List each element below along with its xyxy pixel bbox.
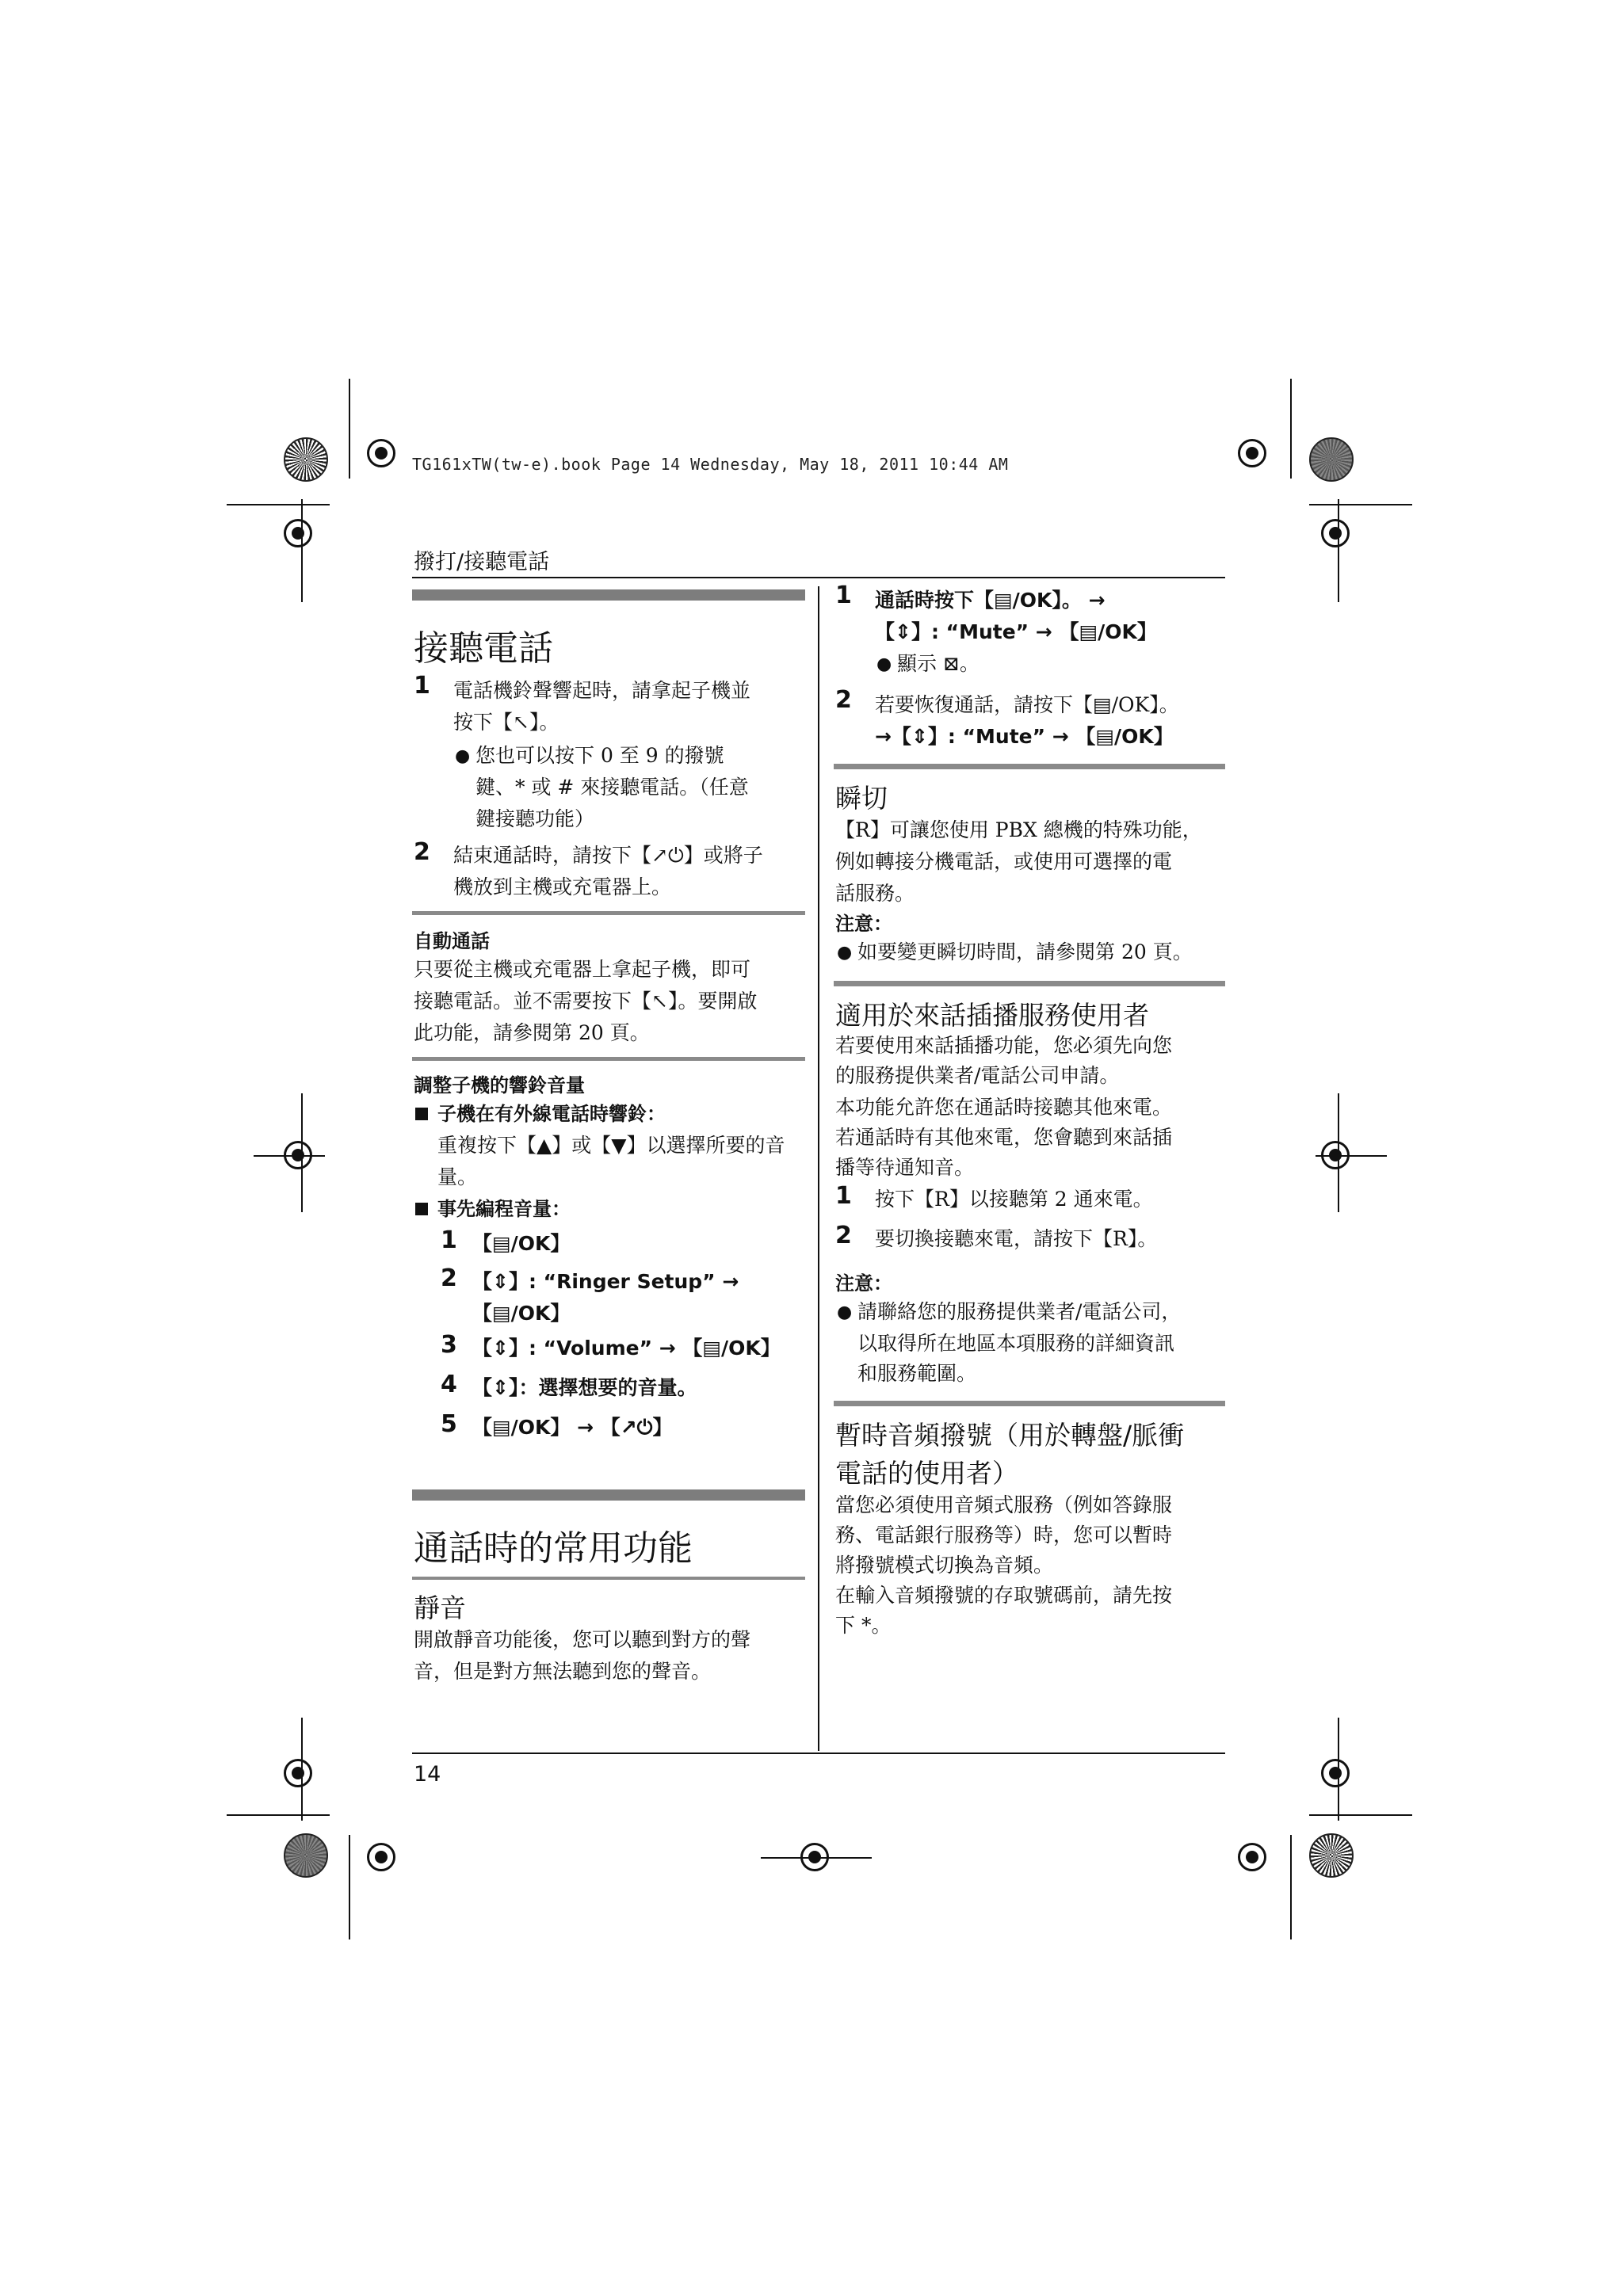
registration-mark-top-right (1309, 437, 1354, 482)
step-text: 按下【↖】。 (453, 711, 559, 734)
trim-mark (1338, 499, 1339, 602)
trim-mark (1316, 1155, 1387, 1157)
mute-text: 開啟靜音功能後，您可以聽到對方的聲 (414, 1628, 751, 1651)
call-waiting-text: 播等待通知音。 (835, 1156, 975, 1179)
bullet-text: 鍵、* 或 # 來接聽電話。（任意 (475, 776, 749, 799)
trim-mark (301, 499, 303, 602)
running-title: 撥打/接聽電話 (414, 550, 550, 574)
column-divider (818, 586, 819, 1751)
crosshair-mark (1238, 1843, 1266, 1871)
common-functions-title: 通話時的常用功能 (414, 1528, 693, 1569)
step-number: 5 (441, 1410, 457, 1438)
crosshair-mark (284, 519, 312, 547)
subsection-rule (412, 1057, 805, 1061)
note-text: 請聯絡您的服務提供業者/電話公司， (857, 1300, 1182, 1323)
call-waiting-title: 適用於來話插播服務使用者 (835, 1000, 1149, 1031)
tone-dialing-text: 在輸入音頻撥號的存取號碼前，請先按 (835, 1584, 1173, 1607)
trim-mark (1338, 1718, 1339, 1821)
running-title-rule (412, 577, 1225, 578)
mute-title: 靜音 (414, 1592, 466, 1623)
tone-dialing-text: 將撥號模式切換為音頻。 (835, 1554, 1054, 1577)
subsection-rule (412, 1577, 805, 1580)
ringer-sub1: 子機在有外線電話時響鈴： (437, 1103, 666, 1125)
bullet-dot: ● (455, 746, 471, 766)
page-number: 14 (414, 1762, 441, 1787)
step-text: 要切換接聽來電，請按下【R】。 (875, 1227, 1158, 1250)
trim-mark (1309, 1814, 1412, 1816)
step-number: 3 (441, 1331, 457, 1359)
tone-dialing-title: 暫時音頻撥號（用於轉盤/脈衝 (835, 1420, 1185, 1451)
ringer-sub1-text: 重複按下【▲】或【▼】以選擇所要的音 (437, 1134, 785, 1157)
footer-rule (412, 1753, 1225, 1754)
note-text: 以取得所在地區本項服務的詳細資訊 (857, 1332, 1175, 1355)
trim-mark (349, 1835, 350, 1939)
step-text: 若要恢復通話，請按下【▤/OK】。 (875, 693, 1179, 716)
auto-answer-text: 只要從主機或充電器上拿起子機，即可 (414, 958, 751, 981)
subsection-rule (412, 911, 805, 915)
step-text: 按下【R】以接聽第 2 通來電。 (875, 1188, 1153, 1211)
step-number: 2 (835, 686, 852, 714)
ringer-sub2: 事先編程音量： (437, 1198, 571, 1220)
bullet-text: 鍵接聽功能） (475, 807, 595, 830)
step-text: 電話機鈴聲響起時，請拿起子機並 (453, 679, 751, 702)
subsection-rule (834, 981, 1225, 986)
section-bar (412, 1489, 805, 1501)
section-bar (412, 589, 805, 601)
crosshair-mark (1321, 1759, 1350, 1787)
square-bullet (415, 1203, 428, 1215)
flash-text: 【R】可讓您使用 PBX 總機的特殊功能， (835, 818, 1202, 841)
step-text: 【▤/OK】 (472, 1232, 571, 1255)
call-waiting-text: 若通話時有其他來電，您會聽到來話插 (835, 1126, 1173, 1149)
crosshair-mark (1321, 519, 1350, 547)
call-waiting-text: 的服務提供業者/電話公司申請。 (835, 1064, 1120, 1087)
step-number: 2 (414, 838, 430, 866)
bullet-dot: ● (837, 943, 853, 963)
step-text: 【▤/OK】 → 【↗⏻】 (472, 1416, 673, 1439)
trim-mark (1309, 504, 1412, 505)
crosshair-mark (367, 439, 395, 467)
step-number: 1 (414, 672, 430, 700)
note-label: 注意： (835, 1272, 892, 1295)
step-number: 4 (441, 1371, 457, 1398)
bullet-dot: ● (876, 654, 892, 674)
registration-mark-top-left (284, 437, 328, 482)
trim-mark (227, 504, 330, 505)
trim-mark (1290, 379, 1292, 479)
bullet-text: 顯示 ⊠。 (897, 652, 980, 675)
tone-dialing-text: 下 *。 (835, 1614, 892, 1637)
mute-text: 音，但是對方無法聽到您的聲音。 (414, 1660, 712, 1683)
step-number: 1 (835, 1182, 852, 1210)
flash-text: 話服務。 (835, 882, 915, 905)
step-number: 1 (835, 582, 852, 609)
flash-title: 瞬切 (835, 783, 888, 814)
step-text: 【⇕】: “Mute” → 【▤/OK】 (875, 620, 1157, 643)
step-text: 【▤/OK】 (472, 1302, 571, 1325)
call-waiting-text: 本功能允許您在通話時接聽其他來電。 (835, 1096, 1173, 1119)
subsection-rule (834, 1401, 1225, 1406)
flash-text: 例如轉接分機電話，或使用可選擇的電 (835, 850, 1173, 873)
call-waiting-text: 若要使用來話插播功能，您必須先向您 (835, 1034, 1173, 1057)
step-text: →【⇕】: “Mute” → 【▤/OK】 (875, 725, 1174, 748)
registration-mark-bottom-left (284, 1833, 328, 1878)
trim-mark (1338, 1093, 1339, 1212)
trim-mark (761, 1857, 872, 1859)
ringer-sub1-text: 量。 (437, 1165, 478, 1188)
step-text: 機放到主機或充電器上。 (453, 875, 672, 898)
trim-mark (254, 1155, 325, 1157)
square-bullet (415, 1108, 428, 1120)
tone-dialing-text: 當您必須使用音頻式服務（例如答錄服 (835, 1493, 1173, 1516)
step-text: 【⇕】：選擇想要的音量。 (472, 1376, 697, 1399)
step-text: 【⇕】: “Volume” → 【▤/OK】 (472, 1337, 781, 1360)
auto-answer-text: 接聽電話。並不需要按下【↖】。要開啟 (414, 990, 758, 1013)
bullet-dot: ● (837, 1302, 853, 1322)
crosshair-mark (367, 1843, 395, 1871)
note-text: 如要變更瞬切時間，請參閱第 20 頁。 (857, 940, 1193, 963)
subsection-rule (834, 764, 1225, 769)
crosshair-mark (284, 1759, 312, 1787)
answer-title: 接聽電話 (414, 628, 553, 669)
step-text: 通話時按下【▤/OK】。 → (875, 589, 1106, 612)
trim-mark (1290, 1835, 1292, 1939)
step-number: 2 (835, 1222, 852, 1249)
step-number: 2 (441, 1264, 457, 1292)
step-text: 結束通話時，請按下【↗⏻】或將子 (453, 844, 763, 867)
trim-mark (301, 1093, 303, 1212)
step-text: 【⇕】: “Ringer Setup” → (472, 1270, 739, 1293)
trim-mark (349, 379, 350, 479)
crosshair-mark (1238, 439, 1266, 467)
ringer-title: 調整子機的響鈴音量 (414, 1074, 585, 1097)
registration-mark-bottom-right (1309, 1833, 1354, 1878)
auto-answer-text: 此功能，請參閱第 20 頁。 (414, 1021, 650, 1044)
bullet-text: 您也可以按下 0 至 9 的撥號 (475, 744, 724, 767)
trim-mark (227, 1814, 330, 1816)
trim-mark (301, 1718, 303, 1821)
print-header: TG161xTW(tw-e).book Page 14 Wednesday, May 18, 2011 10:44 AM (412, 455, 1009, 474)
step-number: 1 (441, 1226, 457, 1254)
auto-answer-title: 自動通話 (414, 930, 490, 952)
tone-dialing-text: 務、電話銀行服務等）時，您可以暫時 (835, 1524, 1173, 1547)
note-label: 注意： (835, 913, 892, 935)
tone-dialing-title: 電話的使用者） (835, 1458, 1018, 1489)
note-text: 和服務範圍。 (857, 1362, 977, 1385)
